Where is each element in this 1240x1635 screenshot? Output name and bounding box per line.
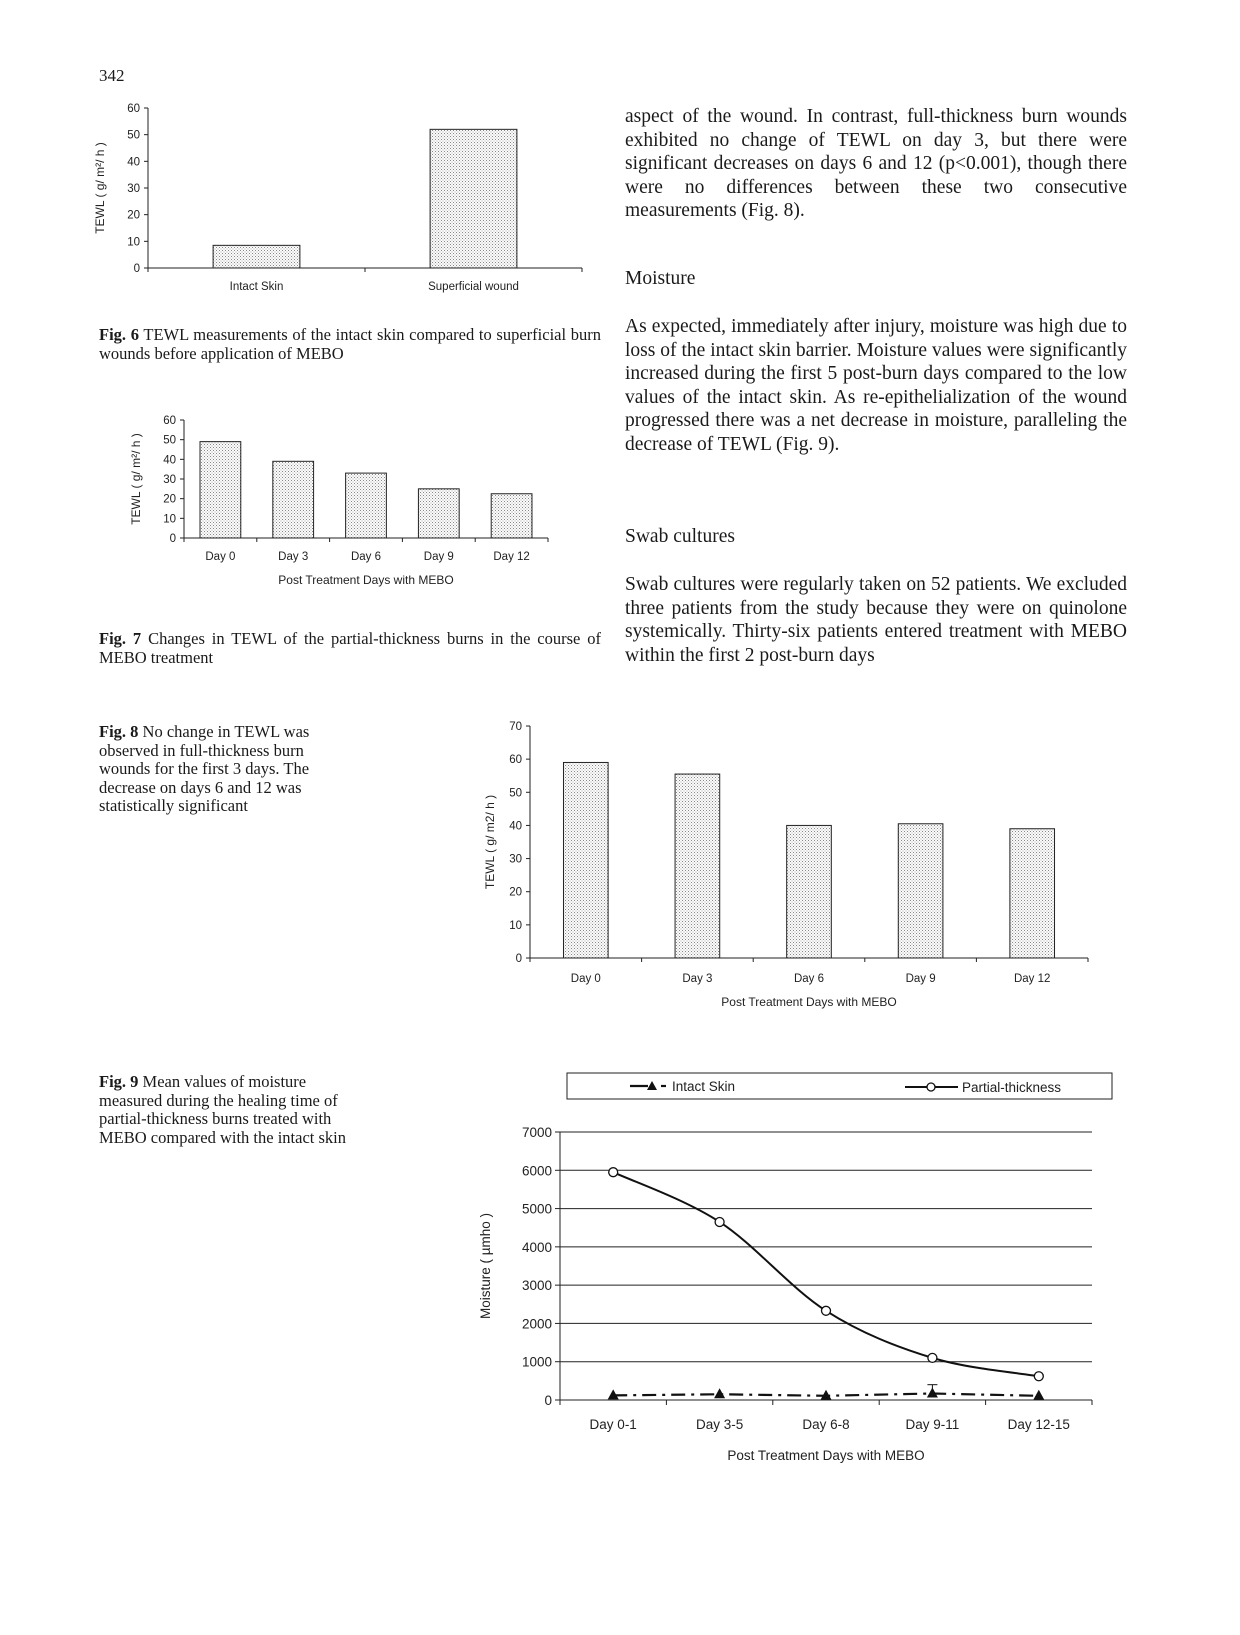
fig7-y-tick-label: 0 [169,533,176,545]
fig8-x-axis-label: Post Treatment Days with MEBO [721,995,897,1009]
fig8-bar [898,824,943,958]
fig9-legend-circle-marker [927,1083,935,1091]
heading-moisture: Moisture [625,268,696,289]
page-number: 342 [99,66,125,85]
fig7-category-label: Day 3 [278,551,309,563]
fig9-y-tick-label: 4000 [521,1239,552,1255]
fig9-legend-intact-label: Intact Skin [672,1079,736,1094]
fig7-y-tick-label: 30 [163,474,176,486]
fig6-y-axis-label: TEWL ( g/ m²/ h ) [93,142,107,234]
fig6-y-tick-label: 30 [127,183,140,195]
fig9-partial-point [715,1217,724,1226]
fig9-intact-point [714,1388,725,1398]
fig8-bar [563,762,608,958]
fig9-category-label: Day 12-15 [1007,1417,1070,1432]
fig7-caption [99,630,601,667]
fig6-category-label: Intact Skin [229,281,284,293]
fig9-category-label: Day 3-5 [695,1417,744,1432]
fig8-chart [483,720,1130,1025]
fig7-category-label: Day 9 [423,551,454,563]
fig9-caption-label: Fig. 9 [99,1072,139,1091]
fig8-category-label: Day 9 [905,973,936,985]
fig9-category-label: Day 9-11 [905,1417,960,1432]
fig8-y-tick-label: 70 [509,721,522,733]
fig7-bar [491,494,532,538]
fig6-y-tick-label: 60 [127,103,140,115]
fig9-caption [99,1073,349,1147]
fig8-category-label: Day 6 [793,973,825,985]
fig6-y-tick-label: 20 [127,209,140,222]
fig9-category-label: Day 6-8 [802,1417,850,1432]
fig8-category-label: Day 0 [570,973,601,985]
fig7-x-axis-label: Post Treatment Days with MEBO [278,573,454,587]
fig8-bar [675,774,720,958]
fig9-y-tick-label: 5000 [521,1201,552,1217]
fig7-y-tick-label: 60 [163,415,176,427]
fig7-y-tick-label: 50 [163,434,176,447]
fig9-partial-point [928,1353,937,1362]
fig7-y-tick-label: 40 [163,454,176,467]
fig8-bar [787,825,832,958]
fig7-y-axis-label: TEWL ( g/ m²/ h ) [129,433,143,525]
fig9-x-axis-label: Post Treatment Days with MEBO [727,1448,925,1463]
fig9-partial-point [1034,1372,1043,1381]
fig8-y-tick-label: 30 [509,853,522,866]
fig7-category-label: Day 0 [205,551,236,563]
fig8-y-tick-label: 20 [509,886,522,899]
fig6-bar [430,129,517,268]
fig7-caption-label: Fig. 7 [99,629,142,648]
fig6-y-tick-label: 10 [127,236,140,249]
fig9-chart [480,1070,1140,1470]
fig9-y-tick-label: 0 [544,1393,552,1408]
fig7-chart [126,408,586,608]
fig6-chart [90,100,610,305]
fig8-y-tick-label: 40 [509,820,522,833]
right-para-1: aspect of the wound. In contrast, full-thickness burn wounds exhibited no change of TEWL on day 3, but there were significant decreases on days 6 and 12 (p<0.001), though there were no differences between these two consecutive measurements (Fig. 8). [625,106,1127,221]
fig9-caption-text: Mean values of moisture measured during the healing time of partial-thickness burns treated with MEBO compared with the intact skin [99,1072,346,1147]
fig6-category-label: Superficial wound [428,281,519,293]
fig9-series-partial-line [613,1172,1039,1376]
fig6-y-tick-label: 0 [133,263,140,275]
fig9-y-tick-label: 6000 [521,1163,552,1179]
fig8-y-tick-label: 10 [509,919,522,932]
fig8-y-tick-label: 60 [509,754,522,767]
fig9-y-tick-label: 3000 [521,1278,552,1294]
fig8-caption [99,723,349,816]
fig9-y-tick-label: 2000 [521,1316,552,1332]
fig7-bar [200,442,241,538]
fig7-category-label: Day 6 [350,551,382,563]
fig6-caption-label: Fig. 6 [99,325,139,344]
fig6-bar [213,245,300,268]
fig8-y-tick-label: 50 [509,787,522,800]
fig8-bar [1010,829,1055,958]
fig6-caption-text: TEWL measurements of the intact skin compared to superficial burn wounds before application of MEBO [99,325,601,363]
fig7-caption-text: Changes in TEWL of the partial-thickness burns in the course of MEBO treatment [99,629,601,667]
fig9-y-tick-label: 1000 [521,1354,552,1370]
fig9-legend-partial-label: Partial-thickness [962,1080,1062,1095]
fig8-category-label: Day 12 [1013,973,1051,985]
fig6-y-tick-label: 40 [127,156,140,169]
fig8-caption-text: No change in TEWL was observed in full-thickness burn wounds for the first 3 days. The decrease on days 6 and 12 was statistically significant [99,722,310,815]
fig6-y-tick-label: 50 [127,129,140,142]
fig8-caption-label: Fig. 8 [99,722,139,741]
fig8-y-tick-label: 0 [515,953,522,965]
fig7-bar [418,489,459,538]
heading-swab-cultures: Swab cultures [625,526,735,547]
fig7-y-tick-label: 20 [163,493,176,506]
right-para-2: As expected, immediately after injury, moisture was high due to loss of the intact skin barrier. Moisture values were significantly increased during the first 5 post-burn days compared to the low values of the intact skin. As re-epithelialization of the wound progressed there was a net decrease in moisture, paralleling the decrease of TEWL (Fig. 9). [625,316,1127,455]
fig7-y-tick-label: 10 [163,513,176,526]
fig9-intact-point [1033,1390,1044,1400]
right-para-3: Swab cultures were regularly taken on 52 patients. We excluded three patients from the study because they were on quinolone systemically. Thirty-six patients entered treatment with MEBO within the first 2 post-burn days [625,574,1127,666]
fig6-caption [99,326,601,363]
fig9-category-label: Day 0-1 [589,1417,637,1432]
fig8-category-label: Day 3 [682,973,713,985]
fig9-y-axis-label: Moisture ( µmho ) [478,1212,493,1320]
fig8-y-axis-label: TEWL ( g/ m2/ h ) [483,794,497,890]
fig7-bar [273,461,314,538]
fig9-y-tick-label: 7000 [521,1125,552,1140]
fig9-partial-point [609,1168,618,1177]
fig7-category-label: Day 12 [493,551,530,563]
fig7-bar [346,473,387,538]
fig9-partial-point [822,1306,831,1315]
